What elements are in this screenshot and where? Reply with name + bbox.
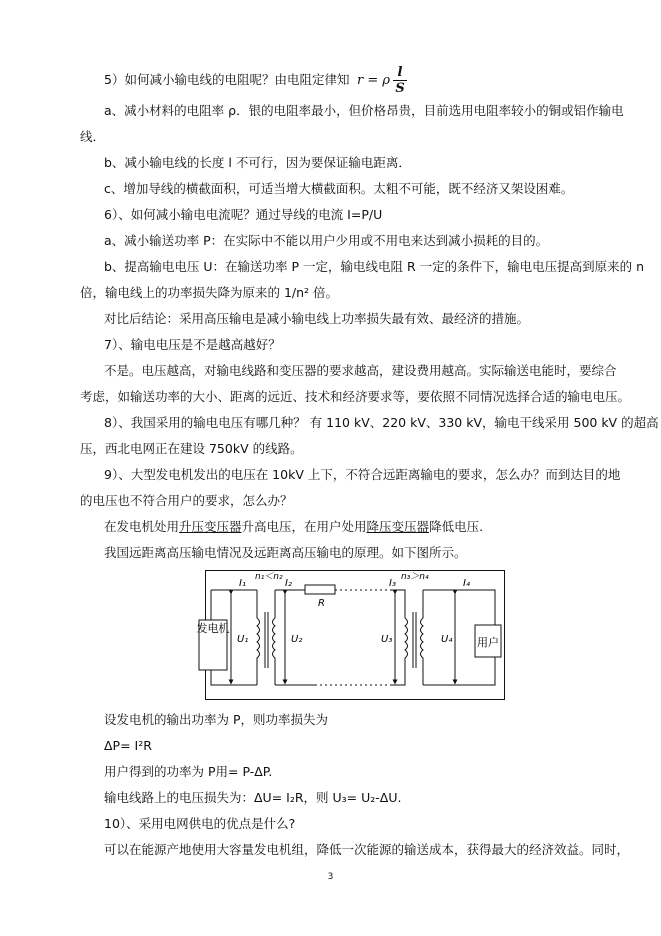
page-number: 3 <box>327 872 334 882</box>
q6-heading: 6）、如何减小输电电流呢？通过导线的电流 I=P/U <box>104 207 383 222</box>
q9-heading: 9）、大型发电机发出的电压在 10kV 上下，不符合远距离输电的要求，怎么办？而到达目的地 <box>104 467 621 482</box>
user-label: 用户 <box>477 636 499 649</box>
q6-item-a: a、减小输送功率 P：在实际中不能以用户少用或不用电来达到减小损耗的目的。 <box>104 233 549 248</box>
u3-label: U₃ <box>381 634 393 645</box>
u4-label: U₄ <box>441 634 453 645</box>
voltage-loss: 输电线路上的电压损失为：ΔU= I₂R，则 U₃= U₂-ΔU. <box>104 790 402 805</box>
q10-heading: 10）、采用电网供电的优点是什么? <box>104 816 296 831</box>
q7-answer: 不是。电压越高，对输电线路和变压器的要求越高，建设费用越高。实际输送电能时，要综合 <box>104 363 617 378</box>
formula-denominator: S <box>395 81 405 96</box>
q5-item-b: b、减小输电线的长度 l 不可行，因为要保证输电距离． <box>104 155 411 170</box>
diagram-intro: 我国远距离高压输电情况及远距离高压输电的原理。如下图所示。 <box>104 545 467 560</box>
step-down-transformer: 降压变压器 <box>366 519 430 534</box>
ratio1-label: n₁＜n₂ <box>255 572 283 582</box>
q7-heading: 7）、输电电压是不是越高越好？ <box>104 337 281 352</box>
i1-label: I₁ <box>239 578 246 589</box>
q5-item-a: a、减小材料的电阻率 ρ．银的电阻率最小，但价格昂贵，目前选用电阻率较小的铜或铝作输电 <box>104 103 624 118</box>
i3-label: I₃ <box>389 578 396 589</box>
q5-item-a-cont: 线． <box>80 129 106 144</box>
conclusion: 对比后结论：采用高压输电是减小输电线上功率损失最有效、最经济的措施。 <box>104 311 530 326</box>
generator-label: 发电机 <box>196 622 230 635</box>
power-loss-formula: ΔP= I²R <box>104 738 152 753</box>
q10-answer: 可以在能源产地使用大容量发电机组，降低一次能源的输送成本，获得最大的经济效益。同时， <box>104 842 630 857</box>
power-loss-intro: 设发电机的输出功率为 P，则功率损失为 <box>104 712 329 727</box>
q6-item-b-cont: 倍，输电线上的功率损失降为原来的 1/n² 倍。 <box>80 285 339 300</box>
q6-item-b: b、提高输电电压 U：在输送功率 P 一定，输电线电阻 R 一定的条件下，输电电压提高到原来的 n <box>104 259 645 274</box>
q7-answer-cont: 考虑，如输送功率的大小、距离的远近、技术和经济要求等，要依照不同情况选择合适的输电电压。 <box>80 389 631 404</box>
q5-heading: 5）如何减小输电线的电阻呢？由电阻定律知 <box>104 72 350 87</box>
u1-label: U₁ <box>237 634 249 645</box>
user-power: 用户得到的功率为 P用= P-ΔP. <box>104 764 273 779</box>
q9-cont: 的电压也不符合用户的要求，怎么办？ <box>80 493 293 508</box>
q8-heading: 8）、我国采用的输电电压有哪几种？ 有 110 kV、220 kV、330 kV，输电干线采用 500 kV 的超高 <box>104 415 659 430</box>
q5-item-c: c、增加导线的横截面积，可适当增大横截面积。太粗不可能，既不经济又架设困难。 <box>104 181 574 196</box>
transmission-diagram <box>196 570 505 700</box>
formula-fraction <box>393 66 407 95</box>
i4-label: I₄ <box>463 578 470 589</box>
resistance-formula <box>357 66 407 95</box>
i2-label: I₂ <box>285 578 292 589</box>
q8-cont: 压，西北电网正在建设 750kV 的线路。 <box>80 441 303 456</box>
step-up-transformer: 升压变压器 <box>179 519 242 534</box>
u2-label: U₂ <box>291 634 303 645</box>
formula-numerator: l <box>397 65 403 80</box>
r-label: R <box>318 598 325 609</box>
transformer-sentence: 在发电机处用升压变压器升高电压，在用户处用降压变压器降低电压. <box>104 519 484 534</box>
formula-lhs: r = ρ <box>357 73 391 88</box>
ratio2-label: n₃＞n₄ <box>401 572 429 582</box>
